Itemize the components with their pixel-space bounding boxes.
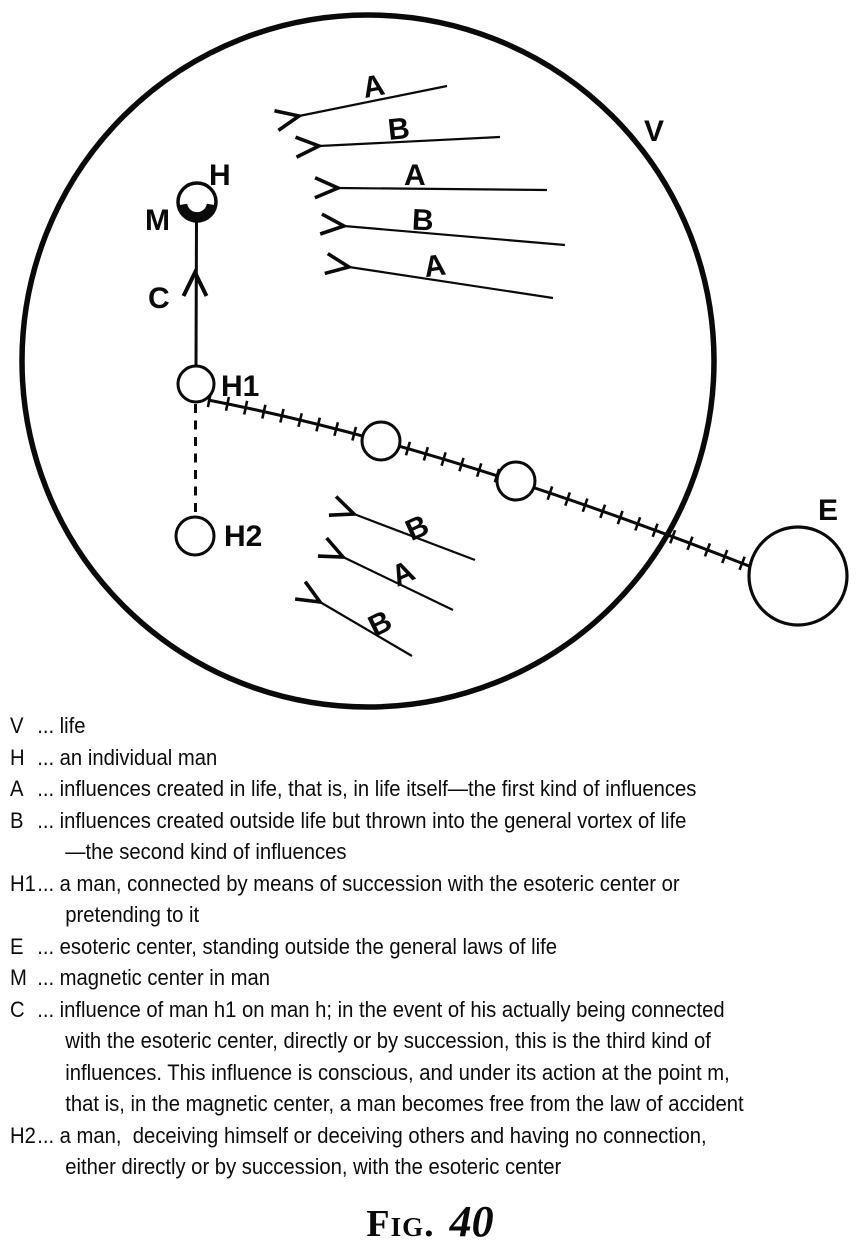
label-e: E	[818, 494, 839, 527]
legend-dots: ...	[37, 1122, 55, 1148]
legend-entry-m	[10, 962, 860, 994]
legend-dots: ...	[37, 870, 55, 896]
succession-line-path	[208, 400, 749, 566]
legend-text: influences created in life, that is, in life itself—the first kind of influences	[59, 776, 697, 801]
arrow-label: B	[363, 604, 398, 644]
influence-arrow-b1	[319, 112, 500, 147]
arrow-label: A	[359, 68, 388, 106]
legend-entry-h2	[10, 1120, 860, 1183]
upper-influence-arrows	[299, 68, 565, 298]
legend-text: esoteric center, standing outside the general laws of life	[59, 933, 557, 959]
legend-entry-e	[10, 931, 860, 963]
legend-dots: ...	[37, 744, 55, 770]
label-v: V	[644, 115, 665, 148]
influence-arrow-a4	[343, 554, 453, 610]
legend-text: with the esoteric center, directly or by succession, this is the third kind of	[65, 1028, 711, 1053]
intermediate-circle-1	[362, 422, 400, 460]
legend-text: pretending to it	[65, 902, 200, 927]
influence-arrow-b2	[344, 203, 565, 245]
legend-key: M ...	[10, 962, 60, 994]
label-c: C	[148, 282, 170, 315]
legend-key: C ...	[10, 994, 60, 1026]
arrow-label: A	[386, 554, 420, 594]
legend-text: either directly or by succession, with the esoteric center	[65, 1154, 562, 1179]
man-h1-circle	[178, 366, 214, 402]
influence-arrow-b3	[354, 509, 475, 560]
legend-text: influences. This influence is conscious, and under its action at the point m,	[65, 1059, 730, 1085]
legend-text: —the second kind of influences	[65, 839, 347, 864]
label-h2: H2	[224, 520, 263, 553]
influence-arrow-a1	[299, 68, 447, 116]
legend-entry-v	[10, 710, 860, 742]
legend-key: H2 ...	[10, 1120, 60, 1152]
legend-dots: ...	[37, 933, 55, 959]
legend-entry-a	[10, 773, 860, 805]
legend-entry-h	[10, 742, 860, 774]
legend-text: influences created outside life but thrown into the general vortex of life	[59, 807, 687, 833]
legend-text: an individual man	[59, 744, 218, 770]
legend-key: A ...	[10, 773, 60, 805]
man-h2-circle	[176, 517, 214, 555]
legend-key: E ...	[10, 931, 60, 963]
arrow-label: B	[400, 508, 434, 548]
legend-text: life	[59, 713, 86, 738]
caption-prefix: Fig.	[366, 1203, 435, 1245]
label-h: H	[209, 159, 231, 192]
man-h-group	[145, 159, 231, 366]
legend-dots: ...	[37, 965, 55, 990]
influence-arrow-a2	[338, 159, 547, 192]
legend-dots: ...	[37, 807, 55, 833]
legend	[10, 710, 860, 1183]
legend-dots: ...	[37, 996, 55, 1022]
legend-entry-b	[10, 805, 860, 868]
succession-line-ticks	[208, 400, 749, 566]
influence-line-c	[196, 220, 197, 366]
succession-line	[208, 400, 749, 566]
arrow-label: B	[411, 203, 435, 238]
legend-dots: ...	[37, 713, 55, 738]
legend-key: H1 ...	[10, 868, 60, 900]
esoteric-center-circle	[749, 527, 847, 625]
life-circle	[22, 15, 714, 707]
intermediate-circle-2	[497, 462, 535, 500]
legend-text: magnetic center in man	[59, 965, 271, 990]
legend-entry-c	[10, 994, 860, 1120]
legend-dots: ...	[37, 776, 55, 801]
lower-influence-arrows	[320, 509, 475, 656]
arrow-label: B	[386, 111, 412, 147]
legend-text: influence of man h1 on man h; in the event of his actually being connected	[59, 996, 725, 1022]
label-m: M	[145, 204, 170, 237]
legend-text: that is, in the magnetic center, a man becomes free from the law of accident	[65, 1091, 744, 1116]
influence-arrow-b4	[320, 602, 412, 656]
legend-text: a man, deceiving himself or deceiving others and having no connection,	[59, 1122, 707, 1148]
legend-key: B ...	[10, 805, 60, 837]
label-h1: H1	[221, 370, 260, 403]
man-h1-h2-group	[176, 366, 262, 555]
influence-arrow-a3	[349, 249, 553, 298]
legend-entry-h1	[10, 868, 860, 931]
caption-number: 40	[449, 1197, 494, 1246]
arrow-label: A	[421, 248, 448, 285]
legend-key: V ...	[10, 710, 60, 742]
arrow-label: A	[404, 159, 426, 192]
legend-text: a man, connected by means of succession with the esoteric center or	[59, 870, 680, 896]
figure-caption	[0, 1196, 860, 1247]
legend-key: H ...	[10, 742, 60, 774]
